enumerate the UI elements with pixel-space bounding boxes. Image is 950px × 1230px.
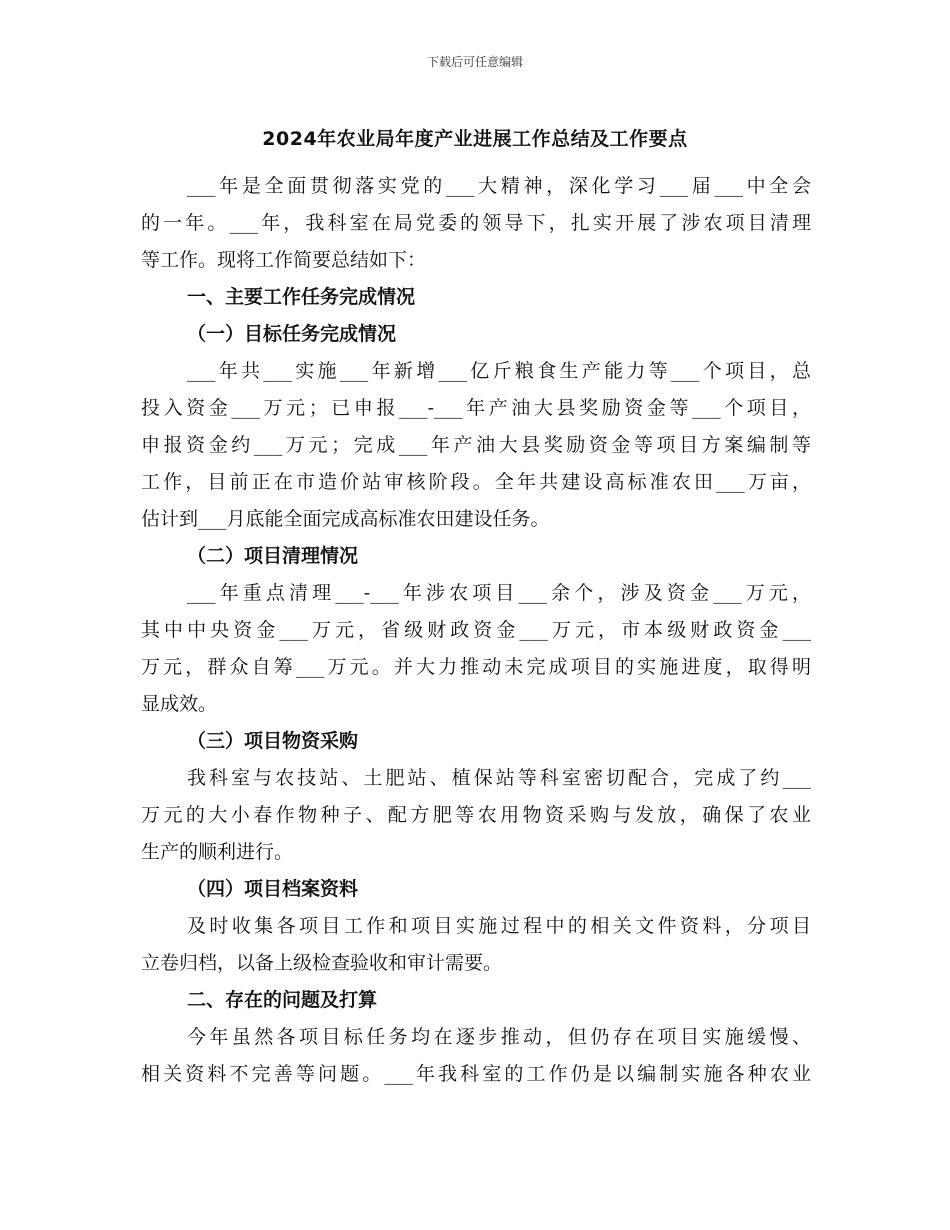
- paragraph-line: 及时收集各项目工作和项目实施过程中的相关文件资料，分项目: [187, 915, 811, 937]
- paragraph-line: ___年重点清理___-___年涉农项目___余个，涉及资金___万元，: [187, 582, 811, 604]
- paragraph-line: ___年共___实施___年新增___亿斤粮食生产能力等___个项目，总: [187, 360, 811, 382]
- paragraph-line: 等工作。现将工作简要总结如下：: [141, 249, 427, 271]
- paragraph-line: 投入资金___万元；已申报___-___年产油大县奖励资金等___个项目，: [141, 397, 811, 419]
- paragraph-line: 相关资料不完善等问题。___年我科室的工作仍是以编制实施各种农业: [141, 1063, 811, 1085]
- subsection-heading: （一）目标任务完成情况: [187, 323, 397, 345]
- section-heading: 二、存在的问题及打算: [187, 989, 378, 1011]
- page-title: 2024年农业局年度产业进展工作总结及工作要点: [262, 128, 688, 150]
- section-heading: 一、主要工作任务完成情况: [187, 286, 416, 308]
- document-body: [141, 168, 811, 1093]
- paragraph-line: 的一年。___年，我科室在局党委的领导下，扎实开展了涉农项目清理: [141, 212, 811, 234]
- paragraph-line: ___年是全面贯彻落实党的___大精神，深化学习___届___中全会: [187, 175, 811, 197]
- subsection-heading: （三）项目物资采购: [187, 730, 359, 752]
- paragraph-line: 万元的大小春作物种子、配方肥等农用物资采购与发放，确保了农业: [141, 804, 811, 826]
- paragraph-line: 生产的顺利进行。: [141, 841, 294, 863]
- paragraph-line: 其中中央资金___万元，省级财政资金___万元，市本级财政资金___: [141, 619, 811, 641]
- paragraph-line: 我科室与农技站、土肥站、植保站等科室密切配合，完成了约___: [187, 767, 811, 789]
- subsection-heading: （二）项目清理情况: [187, 545, 359, 567]
- paragraph-line: 申报资金约___万元；完成___年产油大县奖励资金等项目方案编制等: [141, 434, 811, 456]
- paragraph-line: 立卷归档，以备上级检查验收和审计需要。: [141, 952, 503, 974]
- paragraph-line: 今年虽然各项目标任务均在逐步推动，但仍存在项目实施缓慢、: [187, 1026, 811, 1048]
- paragraph-line: 估计到___月底能全面完成高标准农田建设任务。: [141, 508, 550, 530]
- subsection-heading: （四）项目档案资料: [187, 878, 359, 900]
- header-note: 下载后可任意编辑: [426, 55, 523, 69]
- paragraph-line: 工作，目前正在市造价站审核阶段。全年共建设高标准农田___万亩，: [141, 471, 811, 493]
- paragraph-line: 显成效。: [141, 693, 218, 715]
- paragraph-line: 万元，群众自筹___万元。并大力推动未完成项目的实施进度，取得明: [141, 656, 811, 678]
